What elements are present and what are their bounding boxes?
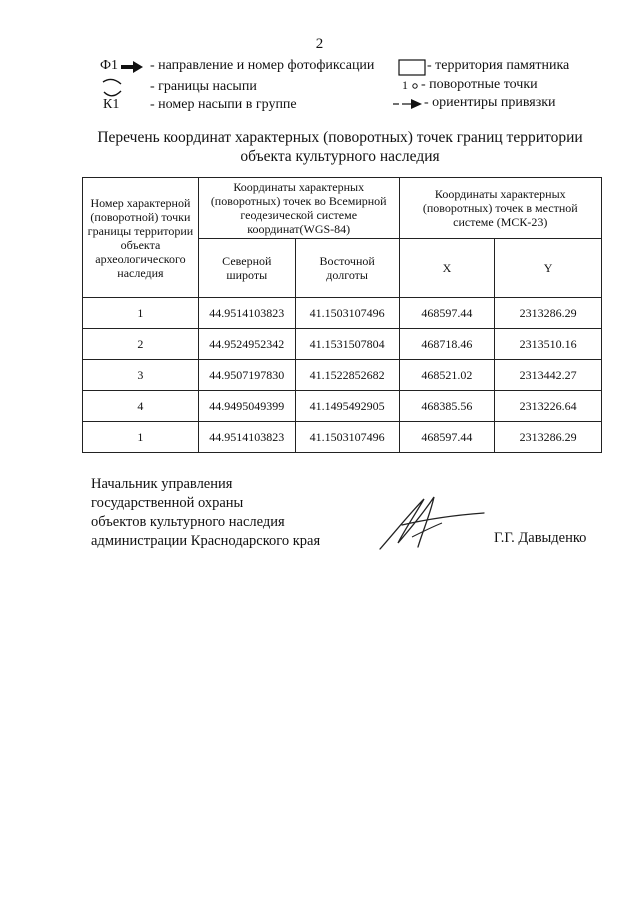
legend-photo-text: - направление и номер фотофиксации: [150, 58, 375, 73]
signatory-name: Г.Г. Давыденко: [494, 530, 587, 546]
header-point-number: Номер характерной (поворотной) точки границы территории объекта археологического наследия: [83, 178, 199, 298]
cell-y: 2313286.29: [495, 422, 602, 453]
photo-direction-icon: [121, 61, 143, 73]
cell-y: 2313286.29: [495, 298, 602, 329]
table-row: [83, 391, 602, 422]
legend-reference-text: - ориентиры привязки: [424, 95, 556, 110]
position-line-1: Начальник управления: [91, 476, 233, 492]
legend-mound-text: - номер насыпи в группе: [150, 97, 297, 112]
subheader-north: Северной широты: [198, 239, 295, 298]
header-msk23: Координаты характерных (поворотных) точек в местной системе (МСК-23): [399, 178, 601, 239]
cell-lon: 41.1522852682: [295, 360, 399, 391]
cell-point: 4: [83, 391, 199, 422]
position-line-2: государственной охраны: [91, 495, 244, 511]
legend-point-label: 1: [402, 78, 408, 92]
subheader-y: Y: [495, 239, 602, 298]
cell-lon: 41.1503107496: [295, 422, 399, 453]
table-row: [83, 422, 602, 453]
subheader-east: Восточной долготы: [295, 239, 399, 298]
cell-y: 2313442.27: [495, 360, 602, 391]
cell-y: 2313510.16: [495, 329, 602, 360]
mound-boundary-icon: [100, 78, 124, 98]
cell-lat: 44.9524952342: [198, 329, 295, 360]
cell-x: 468385.56: [399, 391, 495, 422]
legend-photo-label: Ф1: [100, 58, 119, 73]
cell-point: 2: [83, 329, 199, 360]
cell-y: 2313226.64: [495, 391, 602, 422]
position-line-4: администрации Краснодарского края: [91, 533, 321, 549]
table-row: [83, 360, 602, 391]
cell-lat: 44.9514103823: [198, 298, 295, 329]
coordinates-table: [82, 177, 602, 453]
cell-lat: 44.9495049399: [198, 391, 295, 422]
title-line-1: Перечень координат характерных (поворотных) точек границ территории: [97, 129, 583, 146]
territory-box-icon: [398, 59, 426, 76]
page-number: 2: [315, 36, 324, 52]
cell-lon: 41.1503107496: [295, 298, 399, 329]
legend-point-text: - поворотные точки: [421, 77, 538, 92]
position-line-3: объектов культурного наследия: [91, 514, 285, 530]
reference-arrow-icon: [393, 98, 423, 110]
document-title: [60, 128, 620, 166]
cell-x: 468597.44: [399, 298, 495, 329]
cell-lon: 41.1495492905: [295, 391, 399, 422]
subheader-x: X: [399, 239, 495, 298]
cell-x: 468521.02: [399, 360, 495, 391]
cell-point: 1: [83, 298, 199, 329]
legend-boundary-text: - границы насыпи: [150, 79, 257, 94]
handwritten-signature-icon: [372, 493, 487, 555]
cell-x: 468597.44: [399, 422, 495, 453]
cell-lat: 44.9507197830: [198, 360, 295, 391]
signatory-position: [91, 475, 320, 551]
table-row: [83, 298, 602, 329]
cell-point: 1: [83, 422, 199, 453]
title-line-2: объекта культурного наследия: [240, 148, 440, 165]
cell-point: 3: [83, 360, 199, 391]
cell-lat: 44.9514103823: [198, 422, 295, 453]
cell-lon: 41.1531507804: [295, 329, 399, 360]
header-wgs84: Координаты характерных (поворотных) точек во Всемирной геодезической системе координат(WGS-84): [198, 178, 399, 239]
legend-territory-text: - территория памятника: [427, 58, 570, 73]
legend-mound-label: К1: [103, 97, 120, 112]
cell-x: 468718.46: [399, 329, 495, 360]
table-row: [83, 329, 602, 360]
turning-point-icon: [412, 83, 418, 89]
